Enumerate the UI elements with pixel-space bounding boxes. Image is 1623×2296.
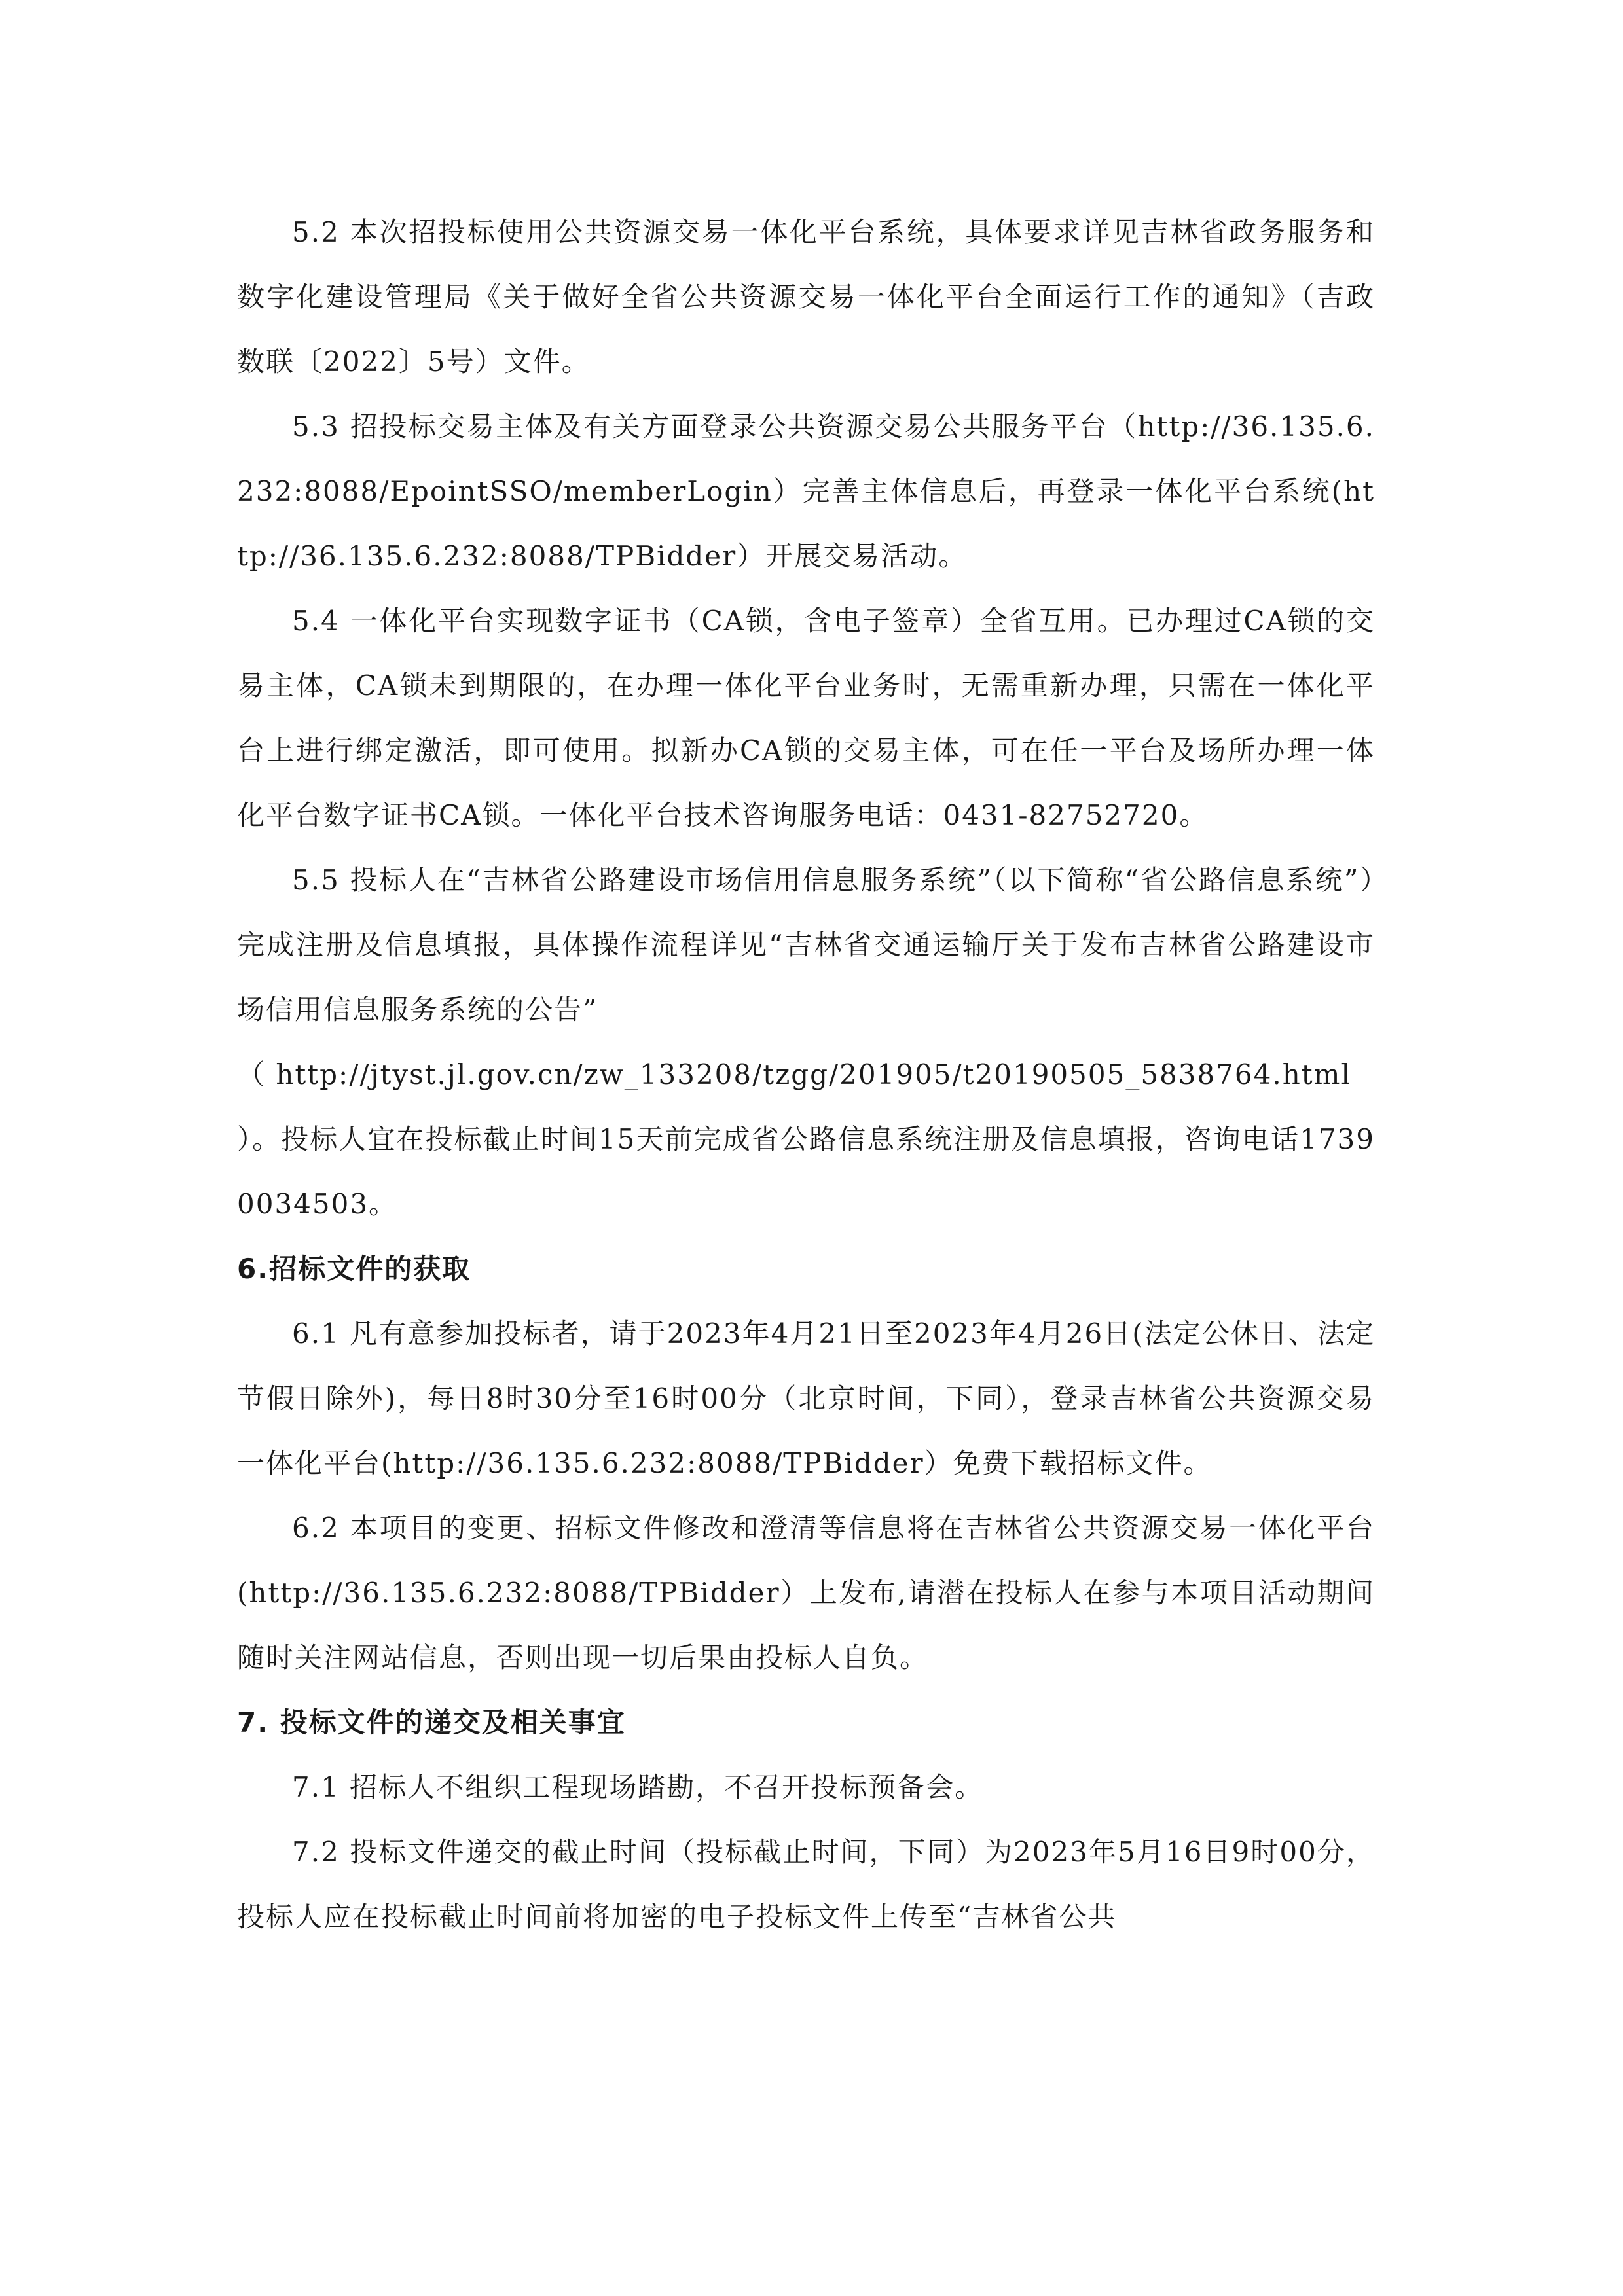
document-body xyxy=(237,200,1375,1949)
paragraph-5-4: 5.4 一体化平台实现数字证书（CA锁，含电子签章）全省互用。已办理过CA锁的交易主体，CA锁未到期限的，在办理一体化平台业务时，无需重新办理，只需在一体化平台上进行绑定激活，即可使用。拟新办CA锁的交易主体，可在任一平台及场所办理一体化平台数字证书CA锁。一体化平台技术咨询服务电话：0431-82752720。 xyxy=(237,605,1375,831)
paragraph-5-5: 5.5 投标人在“吉林省公路建设市场信用信息服务系统”（以下简称“省公路信息系统”）完成注册及信息填报，具体操作流程详见“吉林省交通运输厅关于发布吉林省公路建设市场信用信息服务系统的公告” xyxy=(237,864,1375,1026)
section-heading-7: 7. 投标文件的递交及相关事宜 xyxy=(237,1706,626,1738)
paragraph-7-2: 7.2 投标文件递交的截止时间（投标截止时间，下同）为2023年5月16日9时00分，投标人应在投标截止时间前将加密的电子投标文件上传至“吉林省公共 xyxy=(237,1836,1375,1933)
paragraph-6-2: 6.2 本项目的变更、招标文件修改和澄清等信息将在吉林省公共资源交易一体化平台(http://36.135.6.232:8088/TPBidder）上发布,请潜在投标人在参与本项目活动期间随时关注网站信息，否则出现一切后果由投标人自负。 xyxy=(237,1512,1375,1674)
paragraph-5-2: 5.2 本次招投标使用公共资源交易一体化平台系统，具体要求详见吉林省政务服务和数字化建设管理局《关于做好全省公共资源交易一体化平台全面运行工作的通知》（吉政数联〔2022〕5号）文件。 xyxy=(237,216,1375,378)
paragraph-7-1: 7.1 招标人不组织工程现场踏勘，不召开投标预备会。 xyxy=(292,1771,984,1803)
paragraph-5-3: 5.3 招投标交易主体及有关方面登录公共资源交易公共服务平台（http://36.135.6.232:8088/EpointSSO/memberLogin）完善主体信息后，再登录一体化平台系统(http://36.135.6.232:8088/TPBidder）开展交易活动。 xyxy=(237,410,1375,572)
paragraph-5-5-url: （ http://jtyst.jl.gov.cn/zw_133208/tzgg/201905/t20190505_5838764.html xyxy=(237,1058,1351,1090)
paragraph-5-5-tail: ）。投标人宜在投标截止时间15天前完成省公路信息系统注册及信息填报，咨询电话17390034503。 xyxy=(237,1123,1375,1220)
paragraph-6-1: 6.1 凡有意参加投标者，请于2023年4月21日至2023年4月26日(法定公休日、法定节假日除外)，每日8时30分至16时00分（北京时间，下同），登录吉林省公共资源交易一体化平台(http://36.135.6.232:8088/TPBidder）免费下载招标文件。 xyxy=(237,1318,1375,1479)
section-heading-6: 6.招标文件的获取 xyxy=(237,1253,471,1285)
